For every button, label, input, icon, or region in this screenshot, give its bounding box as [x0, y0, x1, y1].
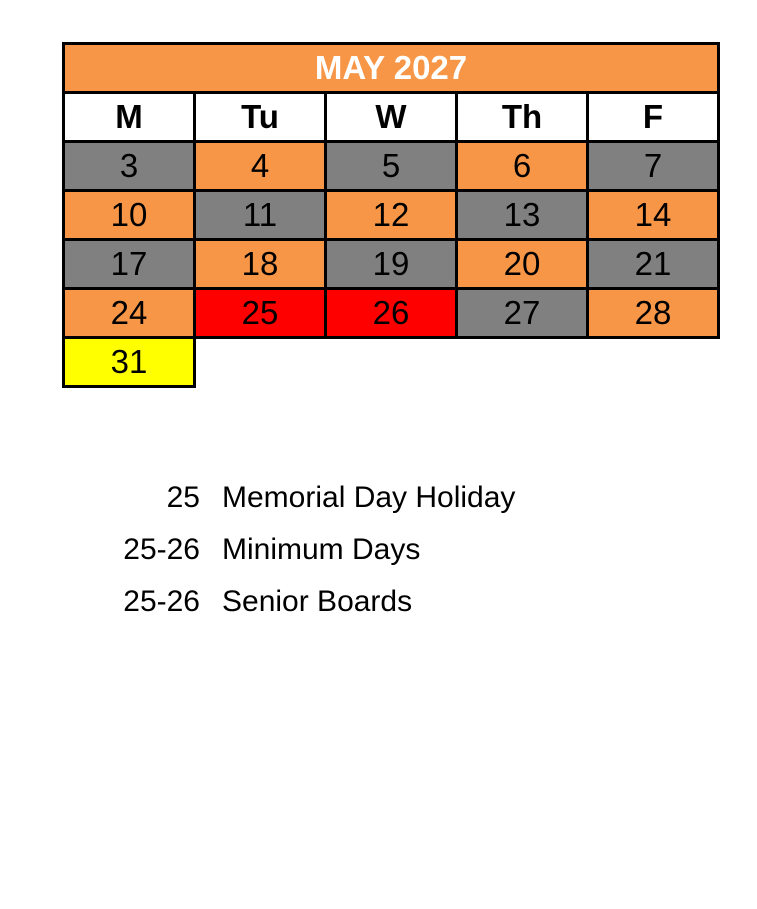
calendar-week-row — [64, 289, 719, 338]
calendar-week-row — [64, 142, 719, 191]
weekday-header: W — [326, 93, 457, 142]
calendar-week-row — [64, 240, 719, 289]
calendar-week-row — [64, 338, 719, 387]
empty-cell — [457, 338, 588, 387]
calendar-day-cell: 31 — [64, 338, 195, 387]
calendar-day-cell: 21 — [588, 240, 719, 289]
calendar-day-cell: 27 — [457, 289, 588, 338]
month-calendar — [62, 42, 720, 388]
weekday-header-row — [64, 93, 719, 142]
calendar-day-cell: 26 — [326, 289, 457, 338]
calendar-day-cell: 28 — [588, 289, 719, 338]
legend-label: Minimum Days — [222, 533, 421, 566]
legend-item — [100, 472, 660, 524]
weekday-header: Tu — [195, 93, 326, 142]
legend-label: Senior Boards — [222, 585, 413, 618]
calendar-grid — [64, 142, 719, 387]
legend-dates: 25-26 — [123, 533, 200, 566]
calendar-day-cell: 3 — [64, 142, 195, 191]
calendar-day-cell: 25 — [195, 289, 326, 338]
calendar-day-cell: 17 — [64, 240, 195, 289]
empty-cell — [195, 338, 326, 387]
legend-label: Memorial Day Holiday — [222, 481, 516, 514]
calendar-day-cell: 10 — [64, 191, 195, 240]
calendar-title: MAY 2027 — [64, 44, 719, 93]
calendar-day-cell: 24 — [64, 289, 195, 338]
empty-cell — [326, 338, 457, 387]
legend-item — [100, 524, 660, 576]
weekday-header: Th — [457, 93, 588, 142]
empty-cell — [588, 338, 719, 387]
calendar-day-cell: 20 — [457, 240, 588, 289]
event-legend — [100, 472, 660, 628]
legend-dates: 25 — [166, 481, 200, 514]
legend-dates: 25-26 — [123, 585, 200, 618]
calendar-day-cell: 12 — [326, 191, 457, 240]
calendar-week-row — [64, 191, 719, 240]
legend-item — [100, 576, 660, 628]
calendar-day-cell: 13 — [457, 191, 588, 240]
calendar-day-cell: 14 — [588, 191, 719, 240]
calendar-day-cell: 4 — [195, 142, 326, 191]
calendar-day-cell: 19 — [326, 240, 457, 289]
calendar-day-cell: 6 — [457, 142, 588, 191]
calendar-day-cell: 18 — [195, 240, 326, 289]
calendar-day-cell: 5 — [326, 142, 457, 191]
weekday-header: M — [64, 93, 195, 142]
calendar-day-cell: 7 — [588, 142, 719, 191]
calendar-day-cell: 11 — [195, 191, 326, 240]
weekday-header: F — [588, 93, 719, 142]
